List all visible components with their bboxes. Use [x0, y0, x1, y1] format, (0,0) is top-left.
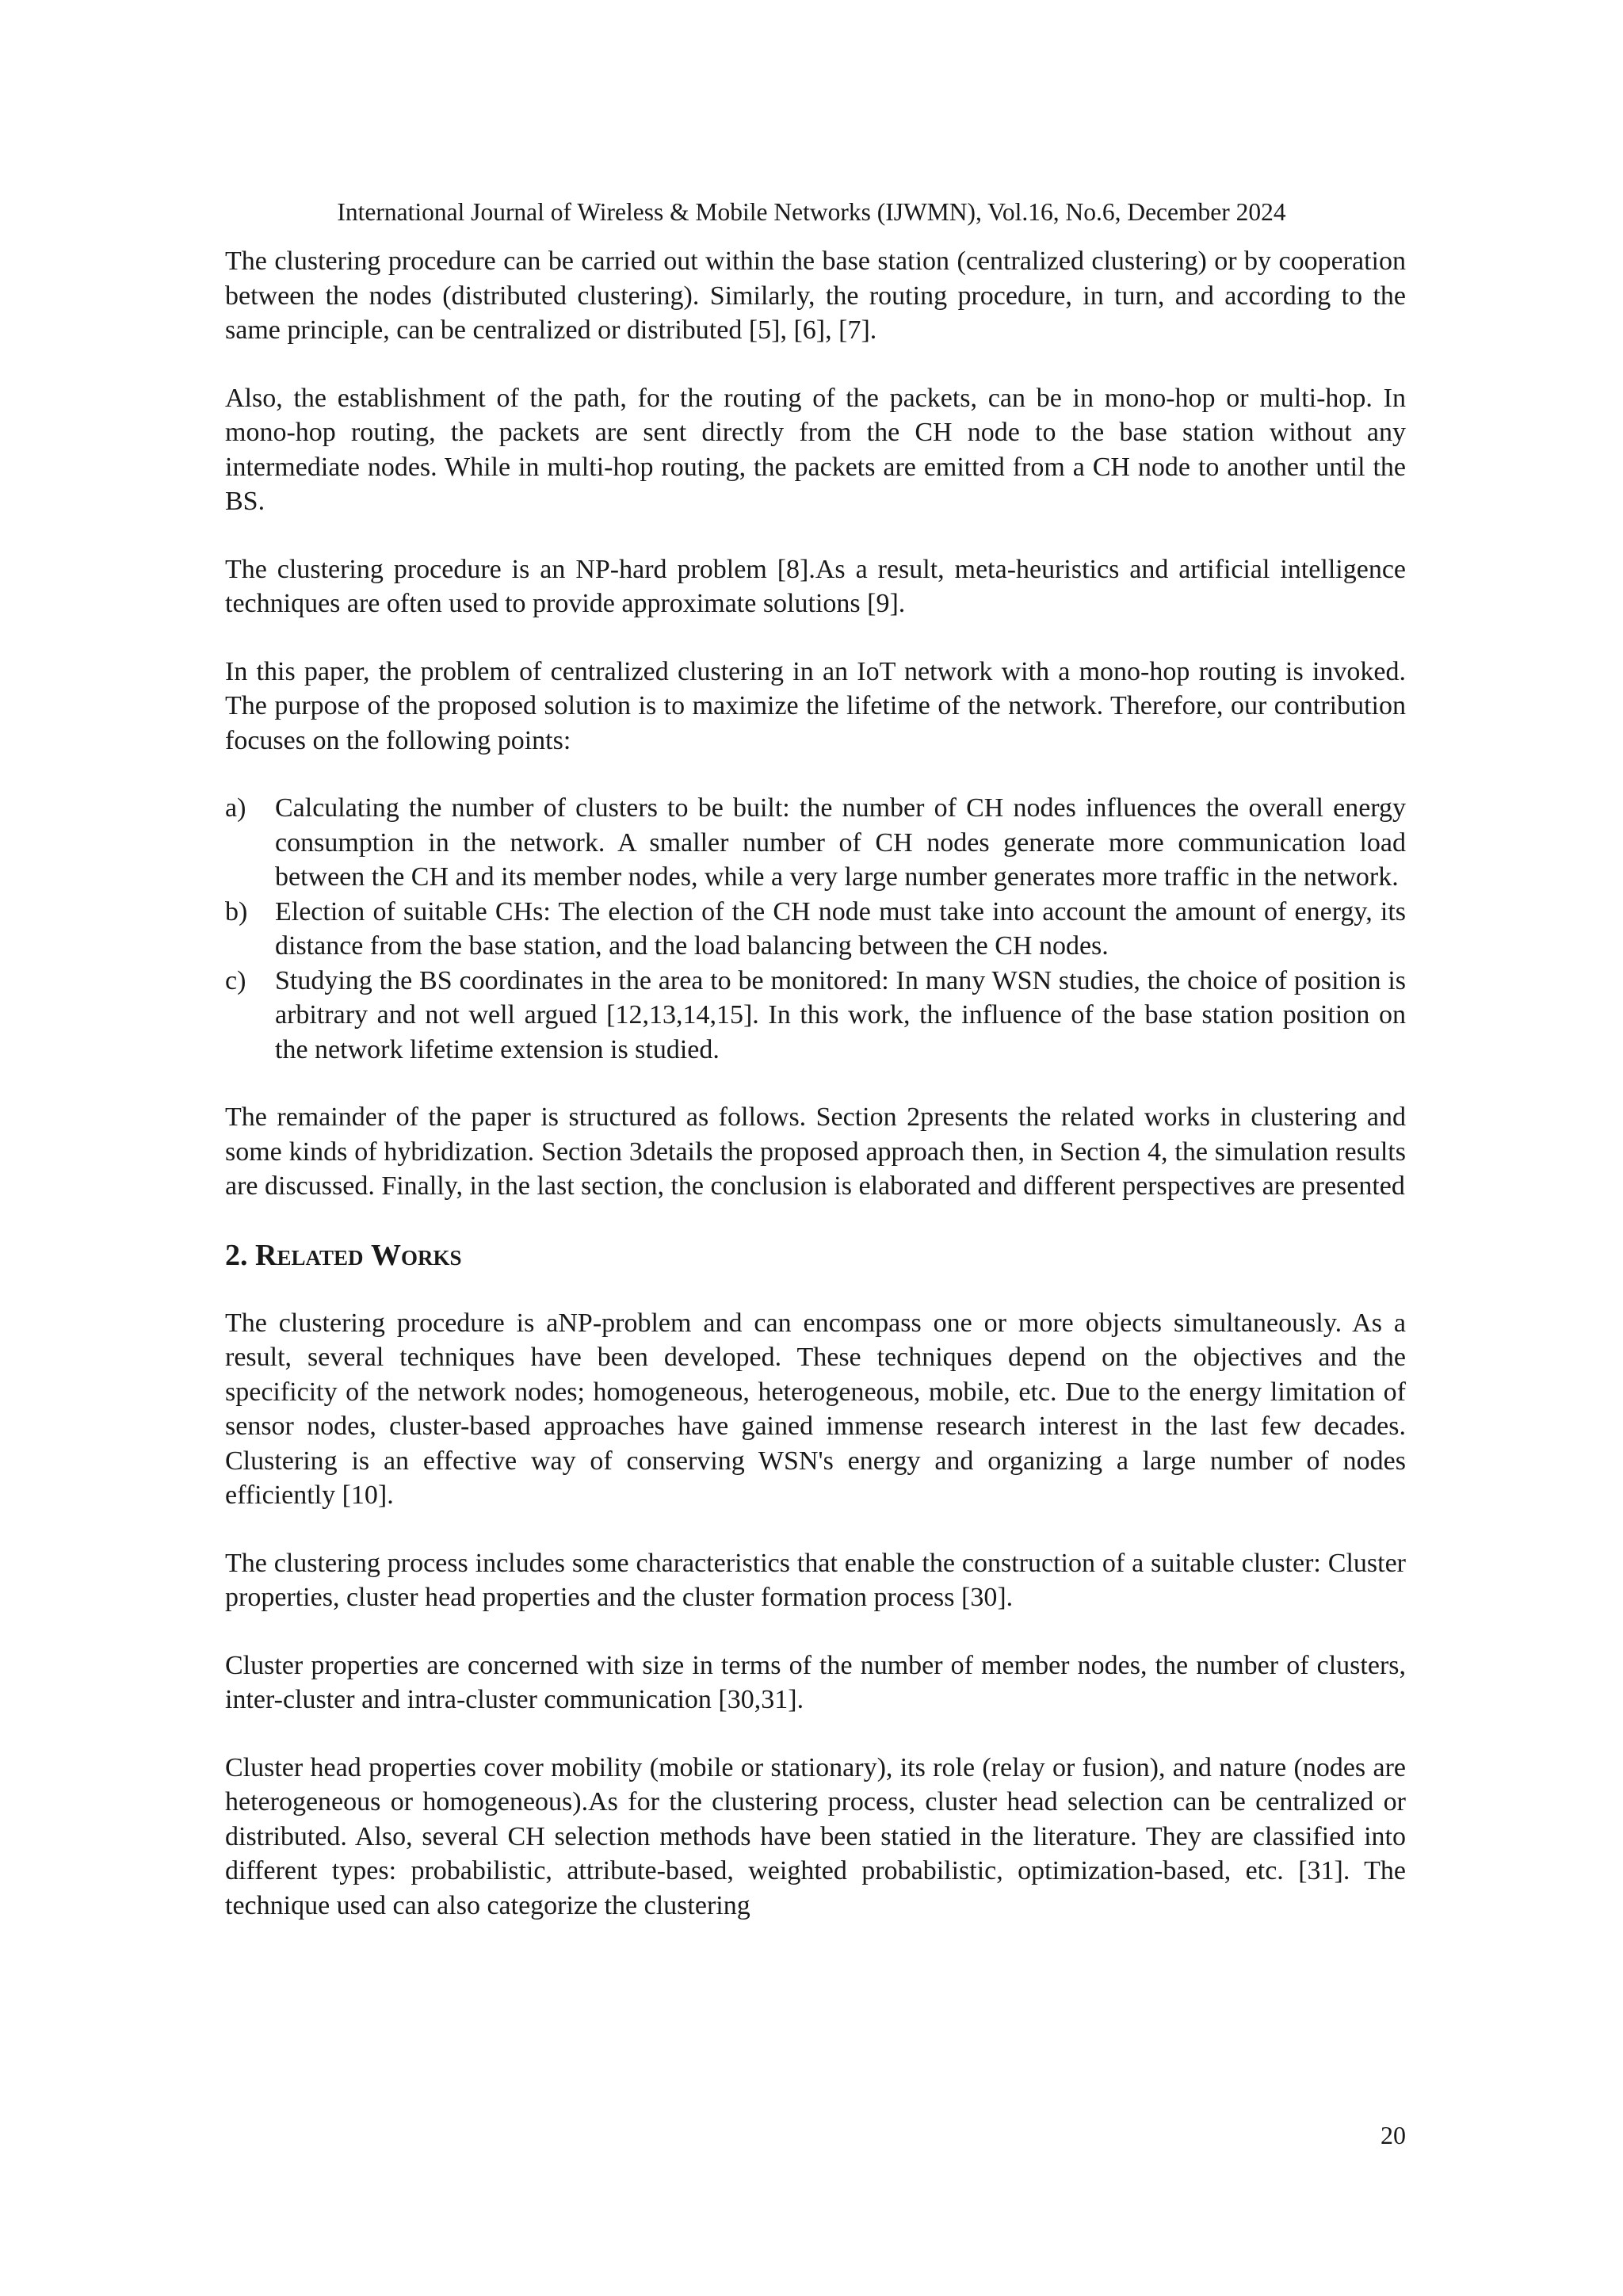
paragraph-clustering-characteristics: The clustering process includes some characteristics that enable the construction of a suitable cluster: Cluster properties, cluster head properties and the cluster formation process [30]. — [225, 1548, 1406, 1612]
page-body — [225, 244, 1406, 1956]
list-item-text: Election of suitable CHs: The election of the CH node must take into account the amount of energy, its distance from the base station, and the load balancing between the CH nodes. — [275, 896, 1406, 961]
list-item — [225, 791, 1406, 895]
paragraph-related-np-problem: The clustering procedure is aNP-problem and can encompass one or more objects simultaneously. As a result, several techniques have been developed. These techniques depend on the objectives and the specificity of the network nodes; homogeneous, heterogeneous, mobile, etc. Due to the energy limitation of sensor nodes, cluster-based approaches have gained immense research interest in the last few decades. Clustering is an effective way of conserving WSN's energy and organizing a large number of nodes efficiently [10]. — [225, 1308, 1406, 1510]
paragraph-cluster-properties: Cluster properties are concerned with size in terms of the number of member nodes, the number of clusters, inter-cluster and intra-cluster communication [30,31]. — [225, 1650, 1406, 1714]
paragraph-clustering-centralization: The clustering procedure can be carried out within the base station (centralized clustering) or by cooperation between the nodes (distributed clustering). Similarly, the routing procedure, in turn, and according to the same principle, can be centralized or distributed [5], [6], [7]. — [225, 246, 1406, 345]
list-item-text: Studying the BS coordinates in the area to be monitored: In many WSN studies, the choice of position is arbitrary and not well argued [12,13,14,15]. In this work, the influence of the base station position on the network lifetime extension is studied. — [275, 965, 1406, 1064]
list-marker: c) — [225, 965, 246, 995]
paragraph-cluster-head-properties: Cluster head properties cover mobility (mobile or stationary), its role (relay or fusion), and nature (nodes are heterogeneous or homogeneous).As for the clustering process, cluster head selection can be centralized or distributed. Also, several CH selection methods have been statied in the literature. They are classified into different types: probabilistic, attribute-based, weighted probabilistic, optimization-based, etc. [31]. The technique used can also categorize the clustering — [225, 1752, 1406, 1920]
paragraph-np-hard: The clustering procedure is an NP-hard problem [8].As a result, meta-heuristics and artificial intelligence techniques are often used to provide approximate solutions [9]. — [225, 554, 1406, 618]
paragraph-contribution-intro: In this paper, the problem of centralized clustering in an IoT network with a mono-hop routing is invoked. The purpose of the proposed solution is to maximize the lifetime of the network. Therefore, our contribution focuses on the following points: — [225, 656, 1406, 755]
page-number: 20 — [1381, 2121, 1406, 2149]
section-heading — [225, 1237, 1406, 1274]
running-header: International Journal of Wireless & Mobile Networks (IJWMN), Vol.16, No.6, December 2024 — [337, 198, 1286, 226]
list-item-text: Calculating the number of clusters to be built: the number of CH nodes influences the overall energy consumption in the network. A smaller number of CH nodes generate more communication load between the CH and its member nodes, while a very large number generates more traffic in the network. — [275, 793, 1406, 892]
list-item — [225, 964, 1406, 1068]
paragraph-paper-structure: The remainder of the paper is structured as follows. Section 2presents the related works in clustering and some kinds of hybridization. Section 3details the proposed approach then, in Section 4, the simulation results are discussed. Finally, in the last section, the conclusion is elaborated and different perspectives are presented — [225, 1102, 1406, 1201]
section-title-word: Related — [255, 1238, 364, 1272]
contribution-list — [225, 791, 1406, 1067]
list-item — [225, 895, 1406, 964]
list-marker: b) — [225, 896, 248, 926]
paragraph-mono-multi-hop: Also, the establishment of the path, for the routing of the packets, can be in mono-hop or multi-hop. In mono-hop routing, the packets are sent directly from the CH node to the base station without any intermediate nodes. While in multi-hop routing, the packets are emitted from a CH node to another until the BS. — [225, 383, 1406, 516]
section-title-word: Works — [370, 1238, 462, 1272]
section-number: 2. — [225, 1238, 248, 1272]
list-marker: a) — [225, 793, 246, 823]
